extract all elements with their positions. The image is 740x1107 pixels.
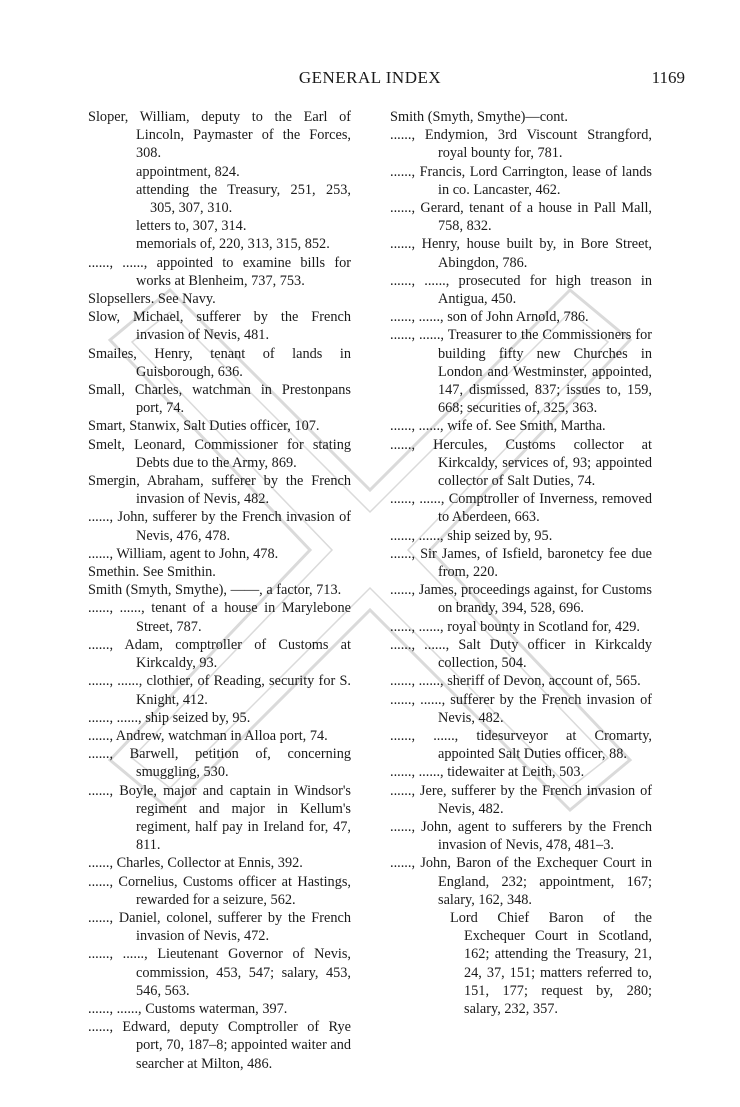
index-entry: ......, Edward, deputy Comptroller of Rye port, 70, 187–8; appointed waiter and searcher at Milton, 486. [88,1019,351,1072]
index-entry: ......, Sir James, of Isfield, baronetcy fee due from, 220. [390,545,652,581]
index-entry: ......, Henry, house built by, in Bore Street, Abingdon, 786. [390,236,652,271]
index-entry: ......, Barwell, petition of, concerning smuggling, 530. [88,746,351,781]
running-head: GENERAL INDEX [298,68,442,87]
index-entry: ......, ......, son of John Arnold, 786. [390,309,589,326]
index-column-left [88,108,351,1073]
index-entry: Small, Charles, watchman in Prestonpans port, 74. [88,382,351,417]
index-entry: ......, ......, Treasurer to the Commissioners for building fifty new Churches in London and Westminster, appointed, 147, dismissed, 837; issues to, 159, 668; securities of, 325, 363. [390,327,652,417]
index-entry: Smergin, Abraham, sufferer by the French invasion of Nevis, 482. [88,473,351,508]
index-entry: Smith (Smyth, Smythe), ——, a factor, 713. [88,582,342,599]
index-entry: Smailes, Henry, tenant of lands in Guisborough, 636. [88,345,351,380]
index-entry: ......, Hercules, Customs collector at Kirkcaldy, services of, 93; appointed collector of Salt Duties, 74. [390,436,652,490]
index-entry: ......, ......, Comptroller of Inverness, removed to Aberdeen, 663. [390,491,652,526]
index-entry: Sloper, William, deputy to the Earl of Lincoln, Paymaster of the Forces, 308. [88,109,351,162]
index-entry: Slow, Michael, sufferer by the French invasion of Nevis, 481. [88,309,351,344]
index-entry: ......, Endymion, 3rd Viscount Strangford, royal bounty for, 781. [390,127,652,162]
index-entry: Smart, Stanwix, Salt Duties officer, 107. [88,418,320,435]
index-entry: Smethin. See Smithin. [88,564,216,581]
index-entry: ......, ......, sufferer by the French invasion of Nevis, 482. [390,691,652,726]
index-entry: ......, ......, royal bounty in Scotland for, 429. [390,618,640,635]
index-entry: ......, ......, appointed to examine bills for works at Blenheim, 737, 753. [88,254,351,289]
index-entry: ......, Francis, Lord Carrington, lease of lands in co. Lancaster, 462. [390,163,652,198]
index-entry: ......, John, agent to sufferers by the French invasion of Nevis, 478, 481–3. [390,818,652,854]
index-entry: ......, Jere, sufferer by the French invasion of Nevis, 482. [390,782,652,817]
index-entry: ......, Andrew, watchman in Alloa port, 74. [88,727,328,744]
index-entry: ......, Boyle, major and captain in Windsor's regiment and major in Kellum's regiment, half pay in Ireland for, 47, 811. [88,782,351,854]
index-entry: ......, ......, ship seized by, 95. [390,527,553,544]
index-entry: Slopsellers. See Navy. [88,291,216,308]
index-entry: ......, ......, clothier, of Reading, security for S. Knight, 412. [88,673,351,708]
index-entry: ......, ......, tidewaiter at Leith, 503. [390,764,585,781]
index-entry: ......, John, sufferer by the French invasion of Nevis, 476, 478. [88,509,351,544]
index-entry: Smelt, Leonard, Commissioner for stating Debts due to the Army, 869. [88,436,351,471]
index-entry: Smith (Smyth, Smythe)—cont. [390,109,568,125]
index-subentry: appointment, 824. [136,163,240,180]
index-subentry: memorials of, 220, 313, 315, 852. [136,236,330,253]
index-entry: ......, ......, Customs waterman, 397. [88,1000,288,1017]
index-entry: ......, Adam, comptroller of Customs at Kirkcaldy, 93. [88,636,351,672]
index-entry: ......, ......, prosecuted for high treason in Antigua, 450. [390,272,652,308]
index-column-right [390,108,652,1018]
index-entry: ......, ......, sheriff of Devon, account of, 565. [390,673,641,690]
index-entry: ......, John, Baron of the Exchequer Court in England, 232; appointment, 167; salary, 162, 348. [390,855,652,908]
index-subentry: Lord Chief Baron of the Exchequer Court in Scotland, 162; attending the Treasury, 21, 24, 37, 151; matters referred to, 151, 177; request by, 280; salary, 232, 357. [450,909,652,1017]
index-entry: ......, ......, ship seized by, 95. [88,709,251,726]
index-entry: ......, James, proceedings against, for Customs on brandy, 394, 528, 696. [390,582,652,617]
index-entry: ......, ......, Lieutenant Governor of Nevis, commission, 453, 547; salary, 453, 546, 563. [88,946,351,999]
index-entry: ......, Daniel, colonel, sufferer by the French invasion of Nevis, 472. [88,909,351,945]
index-subentry: attending the Treasury, 251, 253, 305, 307, 310. [136,181,351,217]
index-entry: ......, Gerard, tenant of a house in Pall Mall, 758, 832. [390,200,652,235]
index-entry: ......, ......, tidesurveyor at Cromarty, appointed Salt Duties officer, 88. [390,727,652,763]
index-subentry: letters to, 307, 314. [136,218,247,235]
page-number: 1169 [651,68,685,87]
index-entry: ......, William, agent to John, 478. [88,545,279,562]
index-entry: ......, Charles, Collector at Ennis, 392. [88,855,303,872]
index-entry: ......, ......, Salt Duty officer in Kirkcaldy collection, 504. [390,636,652,672]
index-entry: ......, ......, tenant of a house in Marylebone Street, 787. [88,600,351,635]
index-entry: ......, ......, wife of. See Smith, Martha. [390,418,606,435]
page-header [0,68,740,94]
index-entry: ......, Cornelius, Customs officer at Hastings, rewarded for a seizure, 562. [88,873,351,908]
